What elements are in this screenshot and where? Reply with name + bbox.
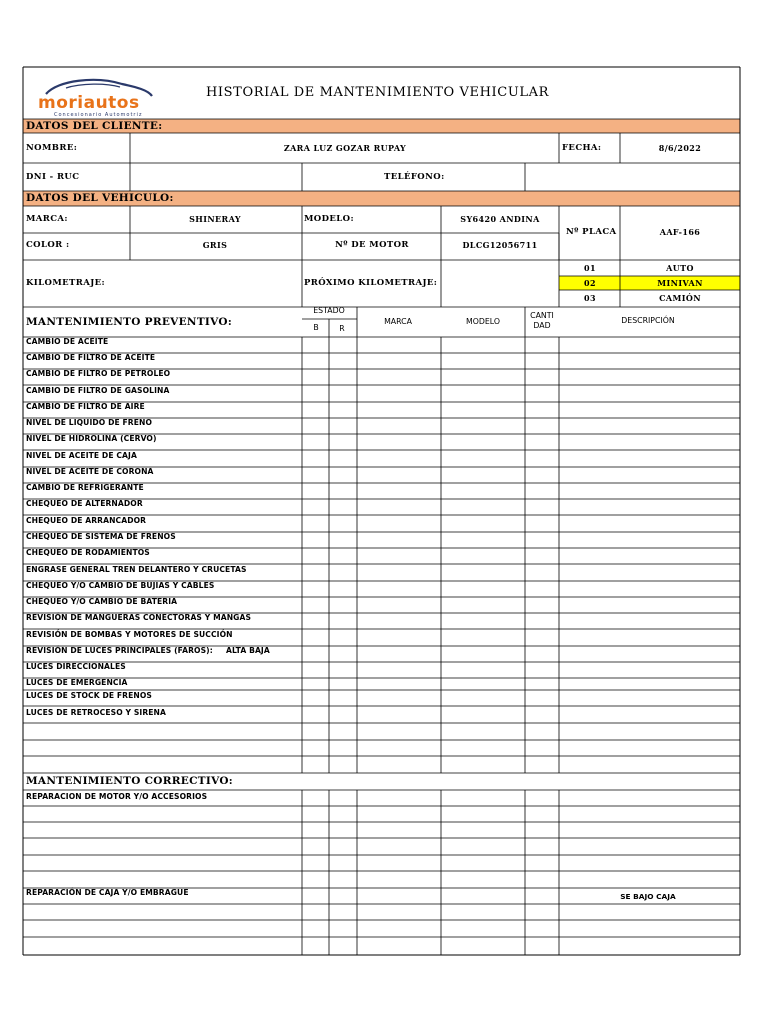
preventivo-item: LUCES DE RETROCESO Y SIRENA <box>26 708 166 717</box>
preventivo-item: CAMBIO DE FILTRO DE GASOLINA <box>26 386 170 395</box>
header-marca: MARCA <box>384 317 412 326</box>
tipo-code-01: 01 <box>584 263 596 273</box>
motor-label: Nº DE MOTOR <box>335 240 409 250</box>
preventivo-item: NIVEL DE ACEITE DE CAJA <box>26 451 137 460</box>
preventivo-item: NIVEL DE ACEITE DE CORONA <box>26 467 154 476</box>
faros-alta-baja: ALTA BAJA <box>226 646 270 655</box>
color-value[interactable]: GRIS <box>202 240 228 250</box>
preventivo-item: CAMBIO DE ACEITE <box>26 337 109 346</box>
preventivo-item: CAMBIO DE FILTRO DE ACEITE <box>26 353 156 362</box>
section-datos-vehiculo: DATOS DEL VEHICULO: <box>26 192 174 204</box>
preventivo-item: REVISIÓN DE LUCES PRINCIPALES (FAROS): <box>26 646 213 655</box>
preventivo-item: CHEQUEO DE RODAMIENTOS <box>26 548 150 557</box>
tipo-name-minivan: MINIVAN <box>657 278 703 288</box>
header-descripcion: DESCRIPCIÓN <box>621 316 675 325</box>
modelo-label: MODELO: <box>304 214 354 224</box>
tipo-name-auto: AUTO <box>666 263 694 273</box>
preventivo-item: CHEQUEO Y/O CAMBIO DE BUJIAS Y CABLES <box>26 581 215 590</box>
preventivo-item: CHEQUEO DE SISTEMA DE FRENOS <box>26 532 176 541</box>
header-estado: ESTADO <box>313 306 345 315</box>
preventivo-item: LUCES DIRECCIONALES <box>26 662 126 671</box>
preventivo-item: REVISIÓN DE MANGUERAS CONECTORAS Y MANGAS <box>26 613 252 622</box>
section-mantenimiento-preventivo: MANTENIMIENTO PREVENTIVO: <box>26 316 233 328</box>
proximo-kilometraje-label: PRÓXIMO KILOMETRAJE: <box>304 278 438 288</box>
marca-label: MARCA: <box>26 214 68 224</box>
preventivo-item: CHEQUEO DE ARRANCADOR <box>26 516 147 525</box>
section-datos-cliente: DATOS DEL CLIENTE: <box>26 120 163 132</box>
logo-tagline: Concesionario Automotriz <box>54 112 143 118</box>
preventivo-item: CAMBIO DE FILTRO DE PETROLEO <box>26 369 171 378</box>
tipo-code-02: 02 <box>584 278 596 288</box>
modelo-value[interactable]: SY6420 ANDINA <box>460 214 540 224</box>
telefono-label: TELÉFONO: <box>384 172 445 182</box>
preventivo-item: CAMBIO DE REFRIGERANTE <box>26 483 144 492</box>
preventivo-item: CAMBIO DE FILTRO DE AIRE <box>26 402 145 411</box>
page-title: HISTORIAL DE MANTENIMIENTO VEHICULAR <box>206 85 550 100</box>
header-b: B <box>313 323 319 332</box>
preventivo-item: LUCES DE EMERGENCIA <box>26 678 128 687</box>
placa-label: Nº PLACA <box>566 227 617 237</box>
correctivo-caja-descripcion[interactable]: SE BAJO CAJA <box>620 892 676 901</box>
fecha-value[interactable]: 8/6/2022 <box>658 143 702 153</box>
header-cantidad-1: CANTI <box>530 311 554 320</box>
nombre-value[interactable]: ZARA LUZ GOZAR RUPAY <box>283 143 407 153</box>
tipo-name-camion: CAMIÓN <box>659 293 701 303</box>
preventivo-item: NIVEL DE LIQUIDO DE FRENO <box>26 418 153 427</box>
motor-value[interactable]: DLCG12056711 <box>462 240 538 250</box>
kilometraje-label: KILOMETRAJE: <box>26 278 106 288</box>
header-modelo: MODELO <box>466 317 500 326</box>
preventivo-item: LUCES DE STOCK DE FRENOS <box>26 691 152 700</box>
preventivo-item: CHEQUEO DE ALTERNADOR <box>26 499 143 508</box>
nombre-label: NOMBRE: <box>26 143 78 153</box>
section-mantenimiento-correctivo: MANTENIMIENTO CORRECTIVO: <box>26 775 233 787</box>
marca-value[interactable]: SHINERAY <box>189 214 241 224</box>
logo-wordmark: moriautos <box>38 93 140 113</box>
header-r: R <box>339 324 345 333</box>
preventivo-item: CHEQUEO Y/O CAMBIO DE BATERIA <box>26 597 178 606</box>
preventivo-item: REVISIÓN DE BOMBAS Y MOTORES DE SUCCIÓN <box>26 630 233 639</box>
tipo-code-03: 03 <box>584 293 596 303</box>
header-cantidad-2: DAD <box>533 321 551 330</box>
placa-value[interactable]: AAF-166 <box>659 227 701 237</box>
correctivo-item-caja: REPARACIÓN DE CAJA Y/O EMBRAGUE <box>26 888 189 897</box>
preventivo-item: NIVEL DE HIDROLINA (CERVO) <box>26 434 157 443</box>
correctivo-item-motor: REPARACION DE MOTOR Y/O ACCESORIOS <box>26 792 208 801</box>
dni-label: DNI - RUC <box>26 172 80 182</box>
moriautos-logo <box>36 74 158 118</box>
fecha-label: FECHA: <box>562 143 602 153</box>
color-label: COLOR : <box>26 240 70 250</box>
preventivo-item: ENGRASE GENERAL TREN DELANTERO Y CRUCETAS <box>26 565 247 574</box>
